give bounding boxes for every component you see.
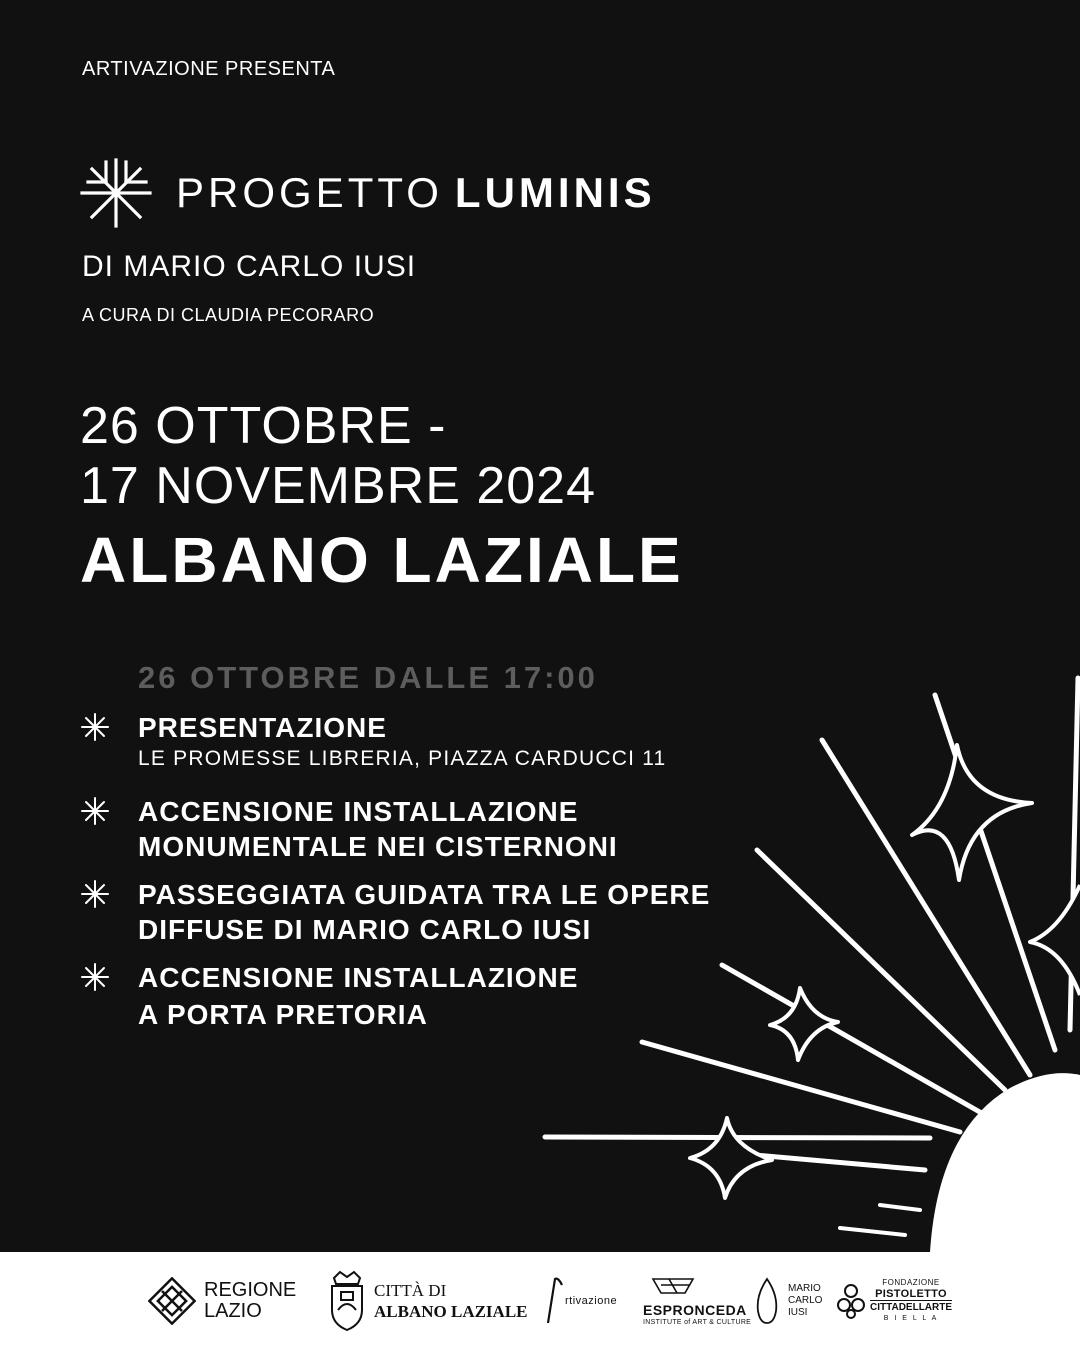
event-title	[138, 877, 710, 947]
regione-line-2: LAZIO	[204, 1300, 262, 1322]
title-light-word: PROGETTO	[176, 169, 443, 216]
albano-line-2: ALBANO LAZIALE	[374, 1302, 528, 1321]
regione-lazio-emblem-icon	[148, 1277, 196, 1325]
partners-footer	[0, 1252, 1080, 1350]
event-title-line-1: ACCENSIONE INSTALLAZIONE	[138, 962, 579, 993]
iusi-line-2: CARLO	[788, 1295, 823, 1306]
espronceda-name: ESPRONCEDA	[643, 1301, 747, 1318]
espronceda-wave-icon	[643, 1275, 703, 1297]
event-title-line-2: MONUMENTALE NEI CISTERNONI	[138, 831, 618, 862]
pistoletto-line-2: PISTOLETTO	[870, 1288, 952, 1301]
iusi-line-3: IUSI	[788, 1307, 808, 1318]
espronceda-tagline: INSTITUTE of ART & CULTURE	[643, 1318, 752, 1326]
event-title-line-2: A PORTA PRETORIA	[138, 999, 428, 1030]
event-location: LE PROMESSE LIBRERIA, PIAZZA CARDUCCI 11	[138, 747, 667, 770]
artist-line: DI MARIO CARLO IUSI	[82, 250, 417, 283]
partner-artivazione	[546, 1252, 617, 1350]
partner-citta-albano	[326, 1252, 528, 1350]
title-bold-word: LUMINIS	[454, 169, 656, 216]
albano-line-1: CITTÀ DI	[374, 1281, 447, 1300]
event-title	[138, 960, 578, 1032]
asterisk-star-icon	[80, 879, 110, 909]
partner-espronceda	[643, 1252, 751, 1350]
albano-coat-of-arms-icon	[326, 1270, 368, 1332]
dates-line-1: 26 OTTOBRE -	[80, 397, 447, 455]
asterisk-star-icon	[80, 962, 110, 992]
event-title: PRESENTAZIONE	[138, 712, 387, 743]
curator-line: A CURA DI CLAUDIA PECORARO	[82, 305, 375, 325]
event-day-heading: 26 OTTOBRE DALLE 17:00	[138, 660, 598, 695]
event-title-line-2: DIFFUSE DI MARIO CARLO IUSI	[138, 914, 592, 945]
presenter-line: ARTIVAZIONE PRESENTA	[82, 58, 336, 80]
pistoletto-line-1: FONDAZIONE	[882, 1278, 940, 1287]
regione-line-1: REGIONE	[204, 1279, 297, 1301]
pistoletto-line-4: B I E L L A	[883, 1315, 939, 1322]
dates-line-2: 17 NOVEMBRE 2024	[80, 457, 597, 515]
pistoletto-symbol-icon	[835, 1281, 867, 1321]
artivazione-arch-icon	[546, 1277, 564, 1325]
partner-mario-carlo-iusi	[754, 1252, 822, 1350]
event-title-line-1: PASSEGGIATA GUIDATA TRA LE OPERE	[138, 879, 711, 910]
asterisk-star-icon	[80, 712, 110, 742]
asterisk-star-icon	[80, 796, 110, 826]
artivazione-name: rtivazione	[565, 1294, 618, 1307]
iusi-oval-mark-icon	[754, 1277, 780, 1325]
iusi-line-1: MARIO	[788, 1283, 821, 1294]
city-heading: ALBANO LAZIALE	[80, 524, 684, 596]
event-title-line-1: ACCENSIONE INSTALLAZIONE	[138, 796, 579, 827]
pistoletto-line-3: CITTADELLARTE	[870, 1302, 953, 1313]
partner-fondazione-pistoletto	[835, 1252, 952, 1350]
partner-regione-lazio	[148, 1252, 296, 1350]
event-title	[138, 794, 618, 864]
